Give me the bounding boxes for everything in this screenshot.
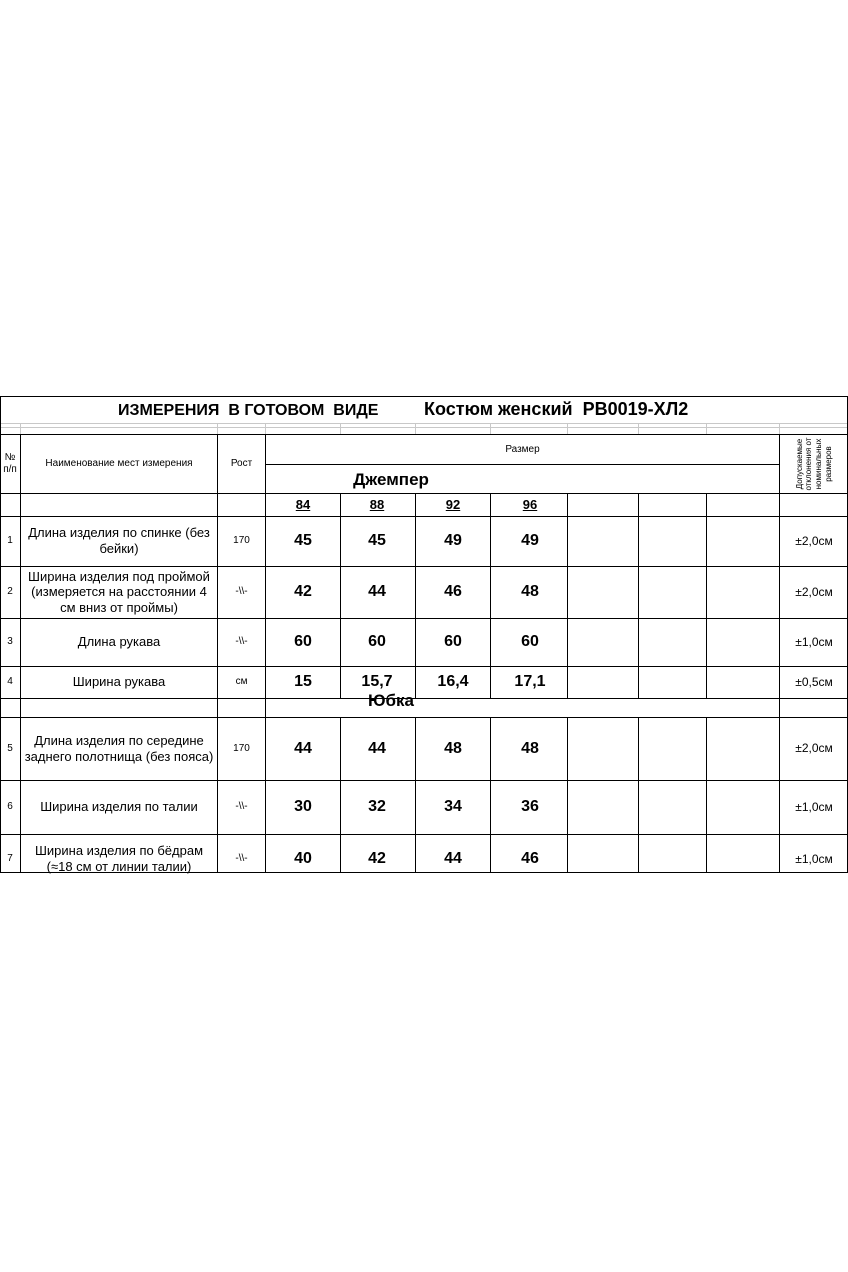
- col-rule: [567, 493, 568, 698]
- tolerance-value: ±2,0см: [795, 584, 833, 599]
- size-value: 17,1: [514, 673, 546, 691]
- size-header-88: 88: [369, 497, 385, 513]
- measurement-name: Длина рукава: [77, 634, 161, 650]
- size-value: 30: [294, 798, 312, 816]
- size-value: 36: [521, 798, 539, 816]
- height-value: 170: [233, 742, 250, 754]
- border-top: [0, 396, 848, 397]
- height-value: -\\-: [235, 801, 248, 812]
- col-rule: [490, 717, 491, 872]
- product-title: Костюм женский РВ0019-ХЛ2: [424, 398, 689, 419]
- row-number: 1: [7, 535, 13, 546]
- size-value: 60: [444, 633, 462, 651]
- size-value: 44: [368, 583, 386, 601]
- size-value: 42: [368, 850, 386, 868]
- col-rule: [20, 434, 21, 872]
- col-rule: [567, 717, 568, 872]
- size-value: 40: [294, 850, 312, 868]
- section-title: Джемпер: [353, 469, 429, 489]
- col-rule: [415, 493, 416, 698]
- size-value: 44: [444, 850, 462, 868]
- size-value: 15,7: [361, 673, 393, 691]
- measurement-name: Длина изделия по середине заднего полотнища (без пояса): [24, 732, 214, 764]
- height-value: см: [235, 676, 248, 687]
- height-value: 170: [233, 535, 250, 546]
- col-rule: [706, 717, 707, 872]
- size-value: 16,4: [437, 673, 469, 691]
- grid-line: [0, 427, 848, 428]
- size-value: 60: [368, 633, 386, 651]
- size-value: 46: [521, 850, 539, 868]
- header-num: № п/п: [3, 452, 17, 475]
- col-rule: [490, 493, 491, 698]
- row-number: 5: [7, 742, 13, 754]
- size-value: 44: [294, 739, 312, 757]
- col-rule: [638, 493, 639, 698]
- col-rule: [265, 434, 266, 872]
- header-height: Рост: [230, 458, 253, 469]
- tolerance-value: ±1,0см: [795, 799, 833, 814]
- header-tolerance: Допускаемые отклонения от номинальных размеров: [794, 437, 833, 491]
- size-value: 48: [521, 739, 539, 757]
- col-rule: [638, 717, 639, 872]
- document-title: ИЗМЕРЕНИЯ В ГОТОВОМ ВИДЕ: [118, 401, 379, 419]
- row-number: 4: [7, 676, 13, 687]
- rule-size-divider: [266, 464, 780, 465]
- tolerance-value: ±1,0см: [795, 851, 833, 866]
- row-number: 6: [7, 801, 13, 812]
- size-header-92: 92: [445, 497, 461, 513]
- size-value: 49: [444, 532, 462, 550]
- row-number: 7: [7, 853, 13, 864]
- measurement-name: Ширина изделия под проймой (измеряется на расстоянии 4 см вниз от проймы): [28, 568, 210, 615]
- size-value: 46: [444, 583, 462, 601]
- size-header-84: 84: [295, 497, 311, 513]
- size-value: 32: [368, 798, 386, 816]
- col-rule: [706, 493, 707, 698]
- size-header-96: 96: [522, 497, 538, 513]
- grid-line: [0, 423, 848, 424]
- measurement-name: Ширина изделия по талии: [40, 799, 198, 815]
- measurement-table: [0, 396, 848, 874]
- tolerance-value: ±0,5см: [795, 674, 833, 689]
- size-value: 34: [444, 798, 462, 816]
- size-value: 44: [368, 739, 386, 757]
- size-value: 48: [521, 583, 539, 601]
- rule-header-top: [0, 434, 848, 435]
- row-number: 3: [7, 636, 13, 647]
- size-value: 48: [444, 739, 462, 757]
- tolerance-value: ±2,0см: [795, 533, 833, 548]
- size-value: 45: [294, 532, 312, 550]
- header-name: Наименование мест измерения: [45, 458, 193, 469]
- col-rule: [415, 717, 416, 872]
- row-number: 2: [7, 586, 13, 597]
- size-value: 45: [368, 532, 386, 550]
- height-value: -\\-: [235, 586, 248, 597]
- measurement-name: Ширина изделия по бёдрам (≈18 см от линии талии): [34, 843, 204, 874]
- measurement-name: Длина изделия по спинке (без бейки): [28, 525, 210, 556]
- size-value: 60: [521, 633, 539, 651]
- header-size: Размер: [505, 444, 540, 455]
- tolerance-value: ±2,0см: [795, 741, 833, 756]
- section-title: Юбка: [368, 690, 414, 710]
- tolerance-value: ±1,0см: [795, 634, 833, 649]
- height-value: -\\-: [235, 636, 248, 647]
- size-value: 42: [294, 583, 312, 601]
- size-value: 60: [294, 633, 312, 651]
- size-value: 49: [521, 532, 539, 550]
- measurement-name: Ширина рукава: [72, 674, 166, 690]
- height-value: -\\-: [235, 853, 248, 864]
- size-value: 15: [294, 673, 312, 691]
